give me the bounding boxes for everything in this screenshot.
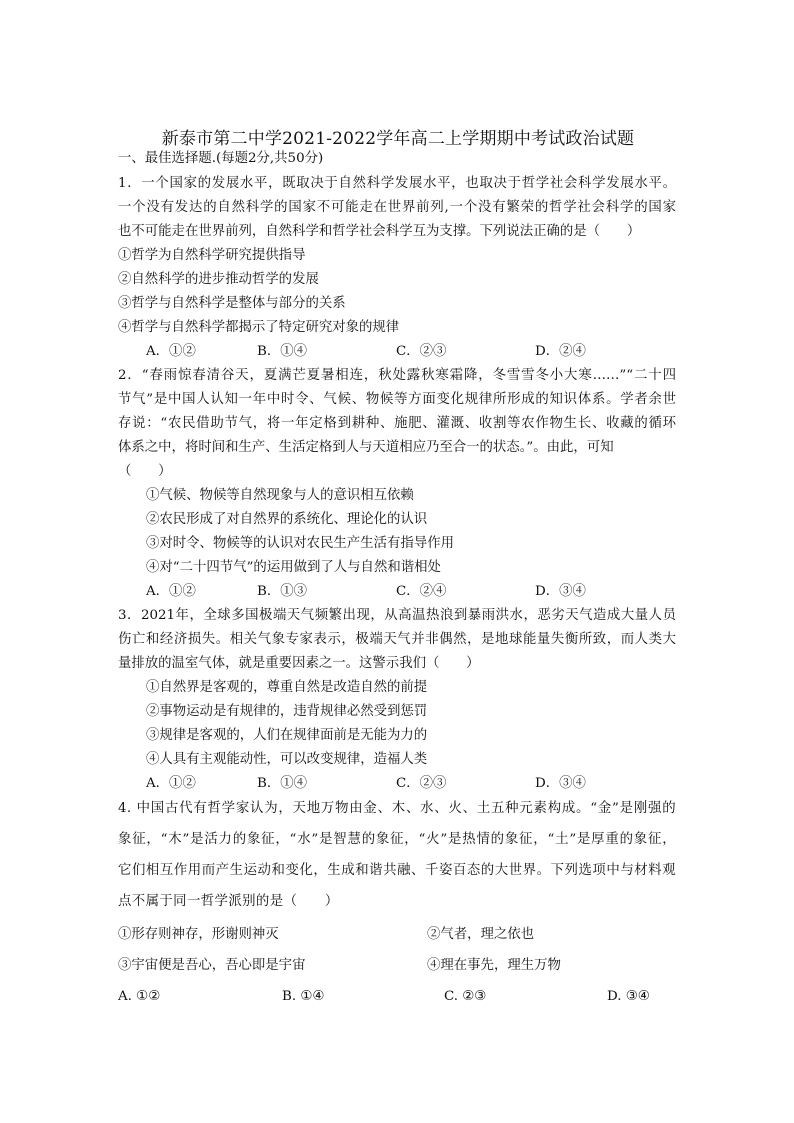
answer-option-c[interactable]: C．②③ — [396, 776, 447, 791]
answer-option-d[interactable]: D. ③④ — [607, 989, 650, 1004]
statement-item: ①自然界是客观的，尊重自然是改造自然的前提 — [146, 680, 428, 695]
answer-option-d[interactable]: D．③④ — [535, 584, 586, 599]
statement-item: ①形存则神存，形谢则神灭 — [118, 927, 279, 942]
answer-option-a[interactable]: A．①② — [146, 776, 196, 791]
statement-item: ②气者，理之依也 — [427, 927, 535, 942]
answer-option-b[interactable]: B．①③ — [257, 584, 308, 599]
question-text-line: 也不可能走在世界前列，自然科学和哲学社会科学互为支撑。下列说法正确的是（ ） — [118, 224, 641, 239]
question-text-line: 一个没有发达的自然科学的国家不可能走在世界前列,一个没有繁荣的哲学社会科学的国家 — [118, 200, 676, 215]
answer-blank: （ ） — [118, 464, 172, 479]
answer-option-c[interactable]: C．②④ — [396, 584, 447, 599]
statement-item: ③哲学与自然科学是整体与部分的关系 — [118, 296, 346, 311]
statement-item: ④人具有主观能动性，可以改变规律，造福人类 — [146, 752, 428, 767]
question-text-line: 3．2021年，全球多国极端天气频繁出现，从高温热浪到暴雨洪水，恶劣天气造成大量人员 — [118, 608, 676, 623]
answer-option-a[interactable]: A．①② — [146, 584, 196, 599]
answer-option-b[interactable]: B．①④ — [257, 776, 308, 791]
statement-item: ①气候、物候等自然现象与人的意识相互依赖 — [146, 488, 414, 503]
statement-item: ④对“二十四节气”的运用做到了人与自然和谐相处 — [146, 560, 441, 575]
statement-item: ③规律是客观的，人们在规律面前是无能为力的 — [146, 728, 428, 743]
question-text-line: 节气”是中国人认知一年中时令、气候、物候等方面变化规律所形成的知识体系。学者余世 — [118, 392, 676, 407]
statement-item: ②事物运动是有规律的，违背规律必然受到惩罚 — [146, 704, 428, 719]
question-text-line: 象征，“木”是活力的象征，“水”是智慧的象征，“火”是热情的象征，“土”是厚重的象征， — [118, 832, 676, 847]
question-text-line: 伤亡和经济损失。相关气象专家表示，极端天气并非偶然，是地球能量失衡所致，而人类大 — [118, 632, 676, 647]
question-text-line: 存说：“农民借助节气，将一年定格到耕种、施肥、灌溉、收割等农作物生长、收藏的循环 — [118, 416, 676, 431]
question-text-line: 点不属于同一哲学派别的是（ ） — [118, 894, 339, 909]
section-heading: 一、最佳选择题.(每题2分,共50分) — [118, 151, 324, 166]
question-text-line: 1．一个国家的发展水平，既取决于自然科学发展水平，也取决于哲学社会科学发展水平。 — [118, 176, 676, 191]
answer-option-c[interactable]: C. ②③ — [444, 989, 487, 1004]
statement-item: ③对时令、物候等的认识对农民生产生活有指导作用 — [146, 536, 454, 551]
answer-option-d[interactable]: D．③④ — [535, 776, 586, 791]
statement-item: ③宇宙便是吾心，吾心即是宇宙 — [118, 958, 306, 973]
statement-item: ①哲学为自然科学研究提供指导 — [118, 248, 306, 263]
question-text-line: 它们相互作用而产生运动和变化，生成和谐共融、千姿百态的大世界。下列选项中与材料观 — [118, 863, 676, 878]
statement-item: ②自然科学的进步推动哲学的发展 — [118, 272, 319, 287]
answer-option-a[interactable]: A. ①② — [118, 989, 161, 1004]
statement-item: ④哲学与自然科学都揭示了特定研究对象的规律 — [118, 320, 400, 335]
question-text-line: 2．“春雨惊春清谷天，夏满芒夏暑相连，秋处露秋寒霜降，冬雪雪冬小大寒……”“二十四 — [118, 368, 676, 383]
answer-option-a[interactable]: A．①② — [146, 344, 196, 359]
statement-item: ②农民形成了对自然界的系统化、理论化的认识 — [146, 512, 428, 527]
answer-option-b[interactable]: B．①④ — [257, 344, 308, 359]
question-text-line: 量排放的温室气体，就是重要因素之一。这警示我们（ ） — [118, 656, 480, 671]
answer-option-d[interactable]: D．②④ — [535, 344, 586, 359]
exam-title: 新泰市第二中学2021-2022学年高二上学期期中考试政治试题 — [161, 129, 635, 149]
statement-item: ④理在事先，理生万物 — [427, 958, 561, 973]
question-text-line: 体系之中，将时间和生产、生活定格到人与天道相应乃至合一的状态。”。由此，可知 — [118, 440, 614, 455]
answer-option-b[interactable]: B. ①④ — [282, 989, 325, 1004]
question-text-line: 4. 中国古代有哲学家认为，天地万物由金、木、水、火、土五种元素构成。“金”是刚强的 — [118, 801, 676, 816]
answer-option-c[interactable]: C．②③ — [396, 344, 447, 359]
